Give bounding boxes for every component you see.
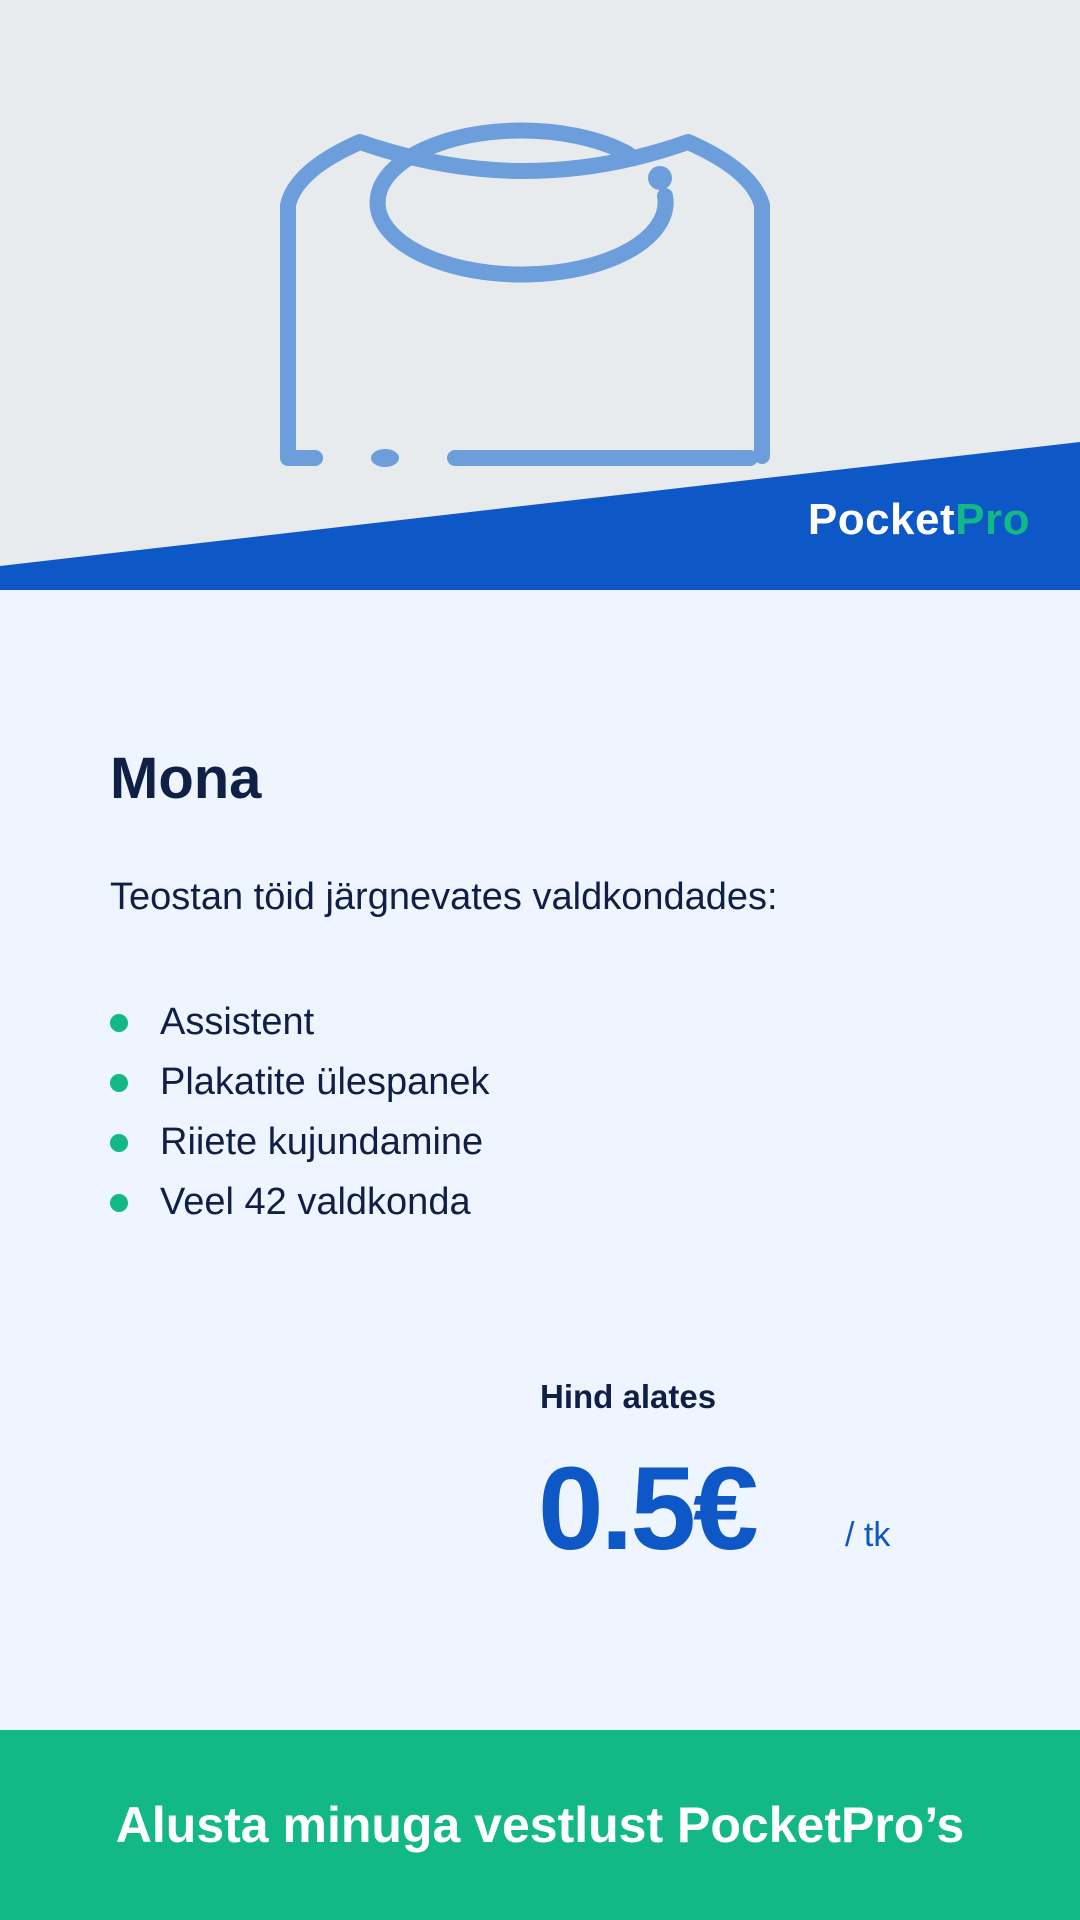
bullet-icon — [110, 1194, 128, 1212]
skill-label: Veel 42 valdkonda — [160, 1181, 471, 1223]
skill-item — [110, 1052, 490, 1112]
skills-list — [110, 992, 490, 1232]
logo-text-pocket: Pocket — [807, 495, 956, 544]
skill-label: Riiete kujundamine — [160, 1121, 484, 1163]
price-unit: / tk — [845, 1516, 891, 1554]
logo-text-pro: Pro — [955, 495, 1030, 544]
start-chat-button[interactable] — [0, 1730, 1080, 1920]
hero-banner — [0, 0, 1080, 590]
skill-item — [110, 992, 490, 1052]
bullet-icon — [110, 1074, 128, 1092]
bullet-icon — [110, 1014, 128, 1032]
profile-intro: Teostan töid järgnevates valdkondades: — [110, 876, 778, 918]
price-value: 0.5€ — [538, 1443, 756, 1575]
skill-label: Assistent — [160, 1001, 315, 1043]
skill-label: Plakatite ülespanek — [160, 1061, 490, 1103]
bullet-icon — [110, 1134, 128, 1152]
skill-item — [110, 1172, 490, 1232]
profile-name: Mona — [110, 746, 262, 811]
skill-item — [110, 1112, 490, 1172]
price-label: Hind alates — [540, 1378, 717, 1415]
start-chat-button-label: Alusta minuga vestlust PocketPro’s — [115, 1797, 965, 1853]
pocketpro-logo — [807, 495, 1030, 544]
